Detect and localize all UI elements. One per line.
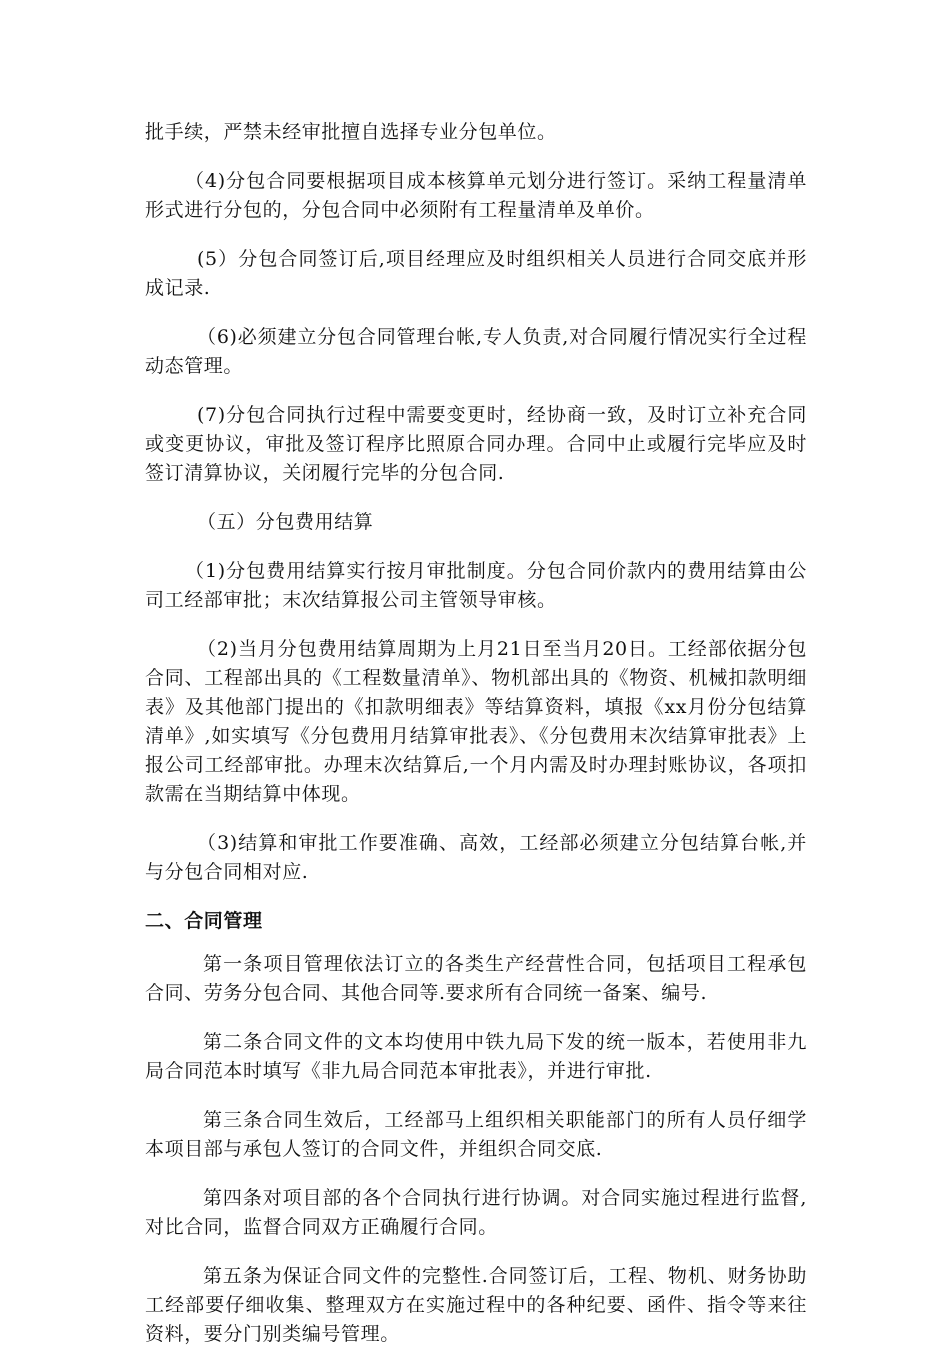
paragraph-item-5: (5）分包合同签订后,项目经理应及时组织相关人员进行合同交底并形成记录.: [145, 248, 807, 299]
paragraph-settlement-2: （2)当月分包费用结算周期为上月21日至当月20日。工经部依据分包合同、工程部出具的《工程数量清单》、物机部出具的《物资、机械扣款明细表》及其他部门提出的《扣款明细表》等结算资料，填报《xx月份分包结算清单》,如实填写《分包费用月结算审批表》、《分包费用末次结算审批表》上报公司工经部审批。办理末次结算后,一个月内需及时办理封账协议，各项扣款需在当期结算中体现。: [145, 638, 807, 805]
paragraph-article-4: 第四条对项目部的各个合同执行进行协调。对合同实施过程进行监督,对比合同，监督合同双方正确履行合同。: [145, 1187, 807, 1238]
paragraph-article-1: 第一条项目管理依法订立的各类生产经营性合同，包括项目工程承包合同、劳务分包合同、其他合同等.要求所有合同统一备案、编号.: [145, 953, 807, 1004]
document-body: [145, 118, 807, 1369]
paragraph-settlement-3: （3)结算和审批工作要准确、高效，工经部必须建立分包结算台帐,并与分包合同相对应.: [145, 832, 807, 883]
paragraph-article-3: 第三条合同生效后，工经部马上组织相关职能部门的所有人员仔细学本项目部与承包人签订的合同文件，并组织合同交底.: [145, 1109, 807, 1160]
paragraph-settlement-1: （1)分包费用结算实行按月审批制度。分包合同价款内的费用结算由公司工经部审批；末次结算报公司主管领导审核。: [145, 560, 807, 611]
paragraph-item-6: （6)必须建立分包合同管理台帐,专人负责,对合同履行情况实行全过程动态管理。: [145, 326, 807, 377]
section-heading-subcontract-settlement: （五）分包费用结算: [197, 511, 374, 533]
paragraph-article-5: 第五条为保证合同文件的完整性.合同签订后，工程、物机、财务协助工经部要仔细收集、整理双方在实施过程中的各种纪要、函件、指令等来往资料，要分门别类编号管理。: [145, 1265, 807, 1345]
paragraph-article-2: 第二条合同文件的文本均使用中铁九局下发的统一版本，若使用非九局合同范本时填写《非九局合同范本审批表》，并进行审批.: [145, 1031, 807, 1082]
section-heading-contract-management: 二、合同管理: [145, 910, 263, 932]
paragraph-item-4: （4)分包合同要根据项目成本核算单元划分进行签订。采纳工程量清单形式进行分包的，分包合同中必须附有工程量清单及单价。: [145, 170, 807, 221]
paragraph-approval-procedure: 批手续，严禁未经审批擅自选择专业分包单位。: [145, 121, 557, 143]
paragraph-item-7: (7)分包合同执行过程中需要变更时，经协商一致，及时订立补充合同或变更协议，审批及签订程序比照原合同办理。合同中止或履行完毕应及时签订清算协议，关闭履行完毕的分包合同.: [145, 404, 807, 484]
